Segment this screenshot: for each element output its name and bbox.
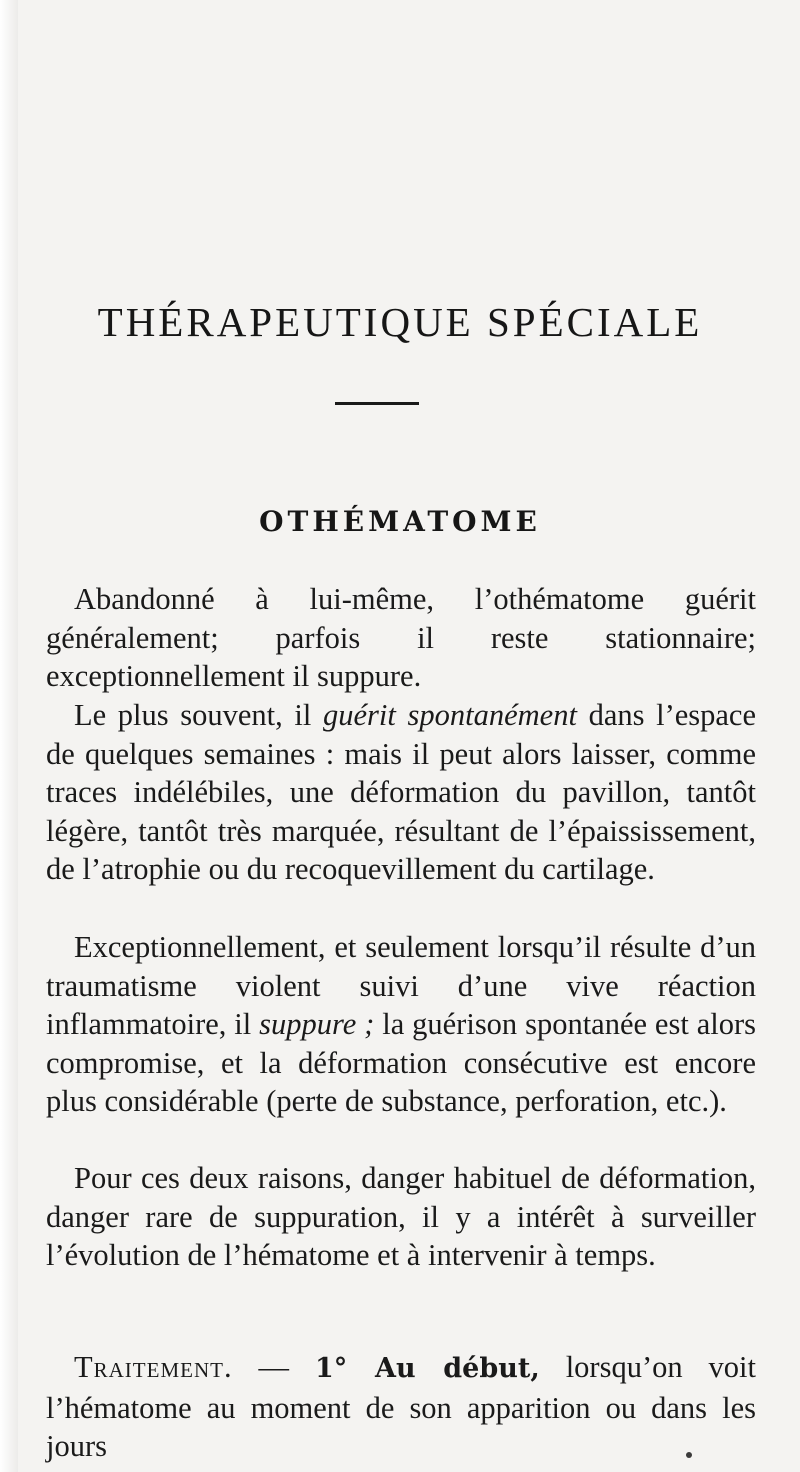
paragraph-text: Pour ces deux raisons, danger habituel de déformation, danger rare de suppuration, il y a intérêt à surveiller l’évolution de l’hématome et à intervenir à temps. (46, 1161, 756, 1272)
paragraph-suppuration (46, 928, 756, 1121)
page-left-margin (0, 0, 18, 1472)
treatment-dash: — (232, 1350, 315, 1384)
paragraph-text-start: Le plus souvent, il (74, 698, 324, 732)
paragraph-text-start: Exceptionnellement, et seulement lorsqu’il résulte d’un traumatisme violent suivi d’une vive réaction inflammatoire, il (46, 930, 756, 1041)
paragraph-intervention (46, 1159, 756, 1275)
treatment-step-heading: 1° Au début, (314, 1353, 540, 1384)
paragraph-text-end: la guérison spontanée est alors compromise, et la déformation consécutive est encore plus considérable (perte de substance, perforation, etc.). (46, 1007, 756, 1118)
paragraph-spontaneous-healing (46, 696, 756, 889)
paragraph-prognosis (46, 580, 756, 696)
page-ink-mark (686, 1452, 692, 1458)
section-heading: OTHÉMATOME (259, 505, 541, 538)
paragraph-text: Abandonné à lui-même, l’othématome guérit généralement; parfois il reste stationnaire; exceptionnellement il suppure. (46, 582, 756, 693)
page-title: THÉRAPEUTIQUE SPÉCIALE (97, 299, 703, 345)
paragraph-emphasis: guérit spontanément (323, 698, 577, 732)
paragraph-treatment (46, 1348, 756, 1466)
paragraph-emphasis: suppure ; (259, 1007, 375, 1041)
title-underline-rule (335, 402, 419, 405)
treatment-label: Traitement. (74, 1350, 233, 1384)
paragraph-text-end: dans l’espace de quelques semaines : mais il peut alors laisser, comme traces indélébiles, une déformation du pavillon, tantôt légère, tantôt très marquée, résultant de l’épaississement, de l’atrophie ou du recoquevillement du cartilage. (46, 698, 757, 886)
treatment-text: lorsqu’on voit l’hématome au moment de son apparition ou dans les jours (46, 1350, 757, 1463)
